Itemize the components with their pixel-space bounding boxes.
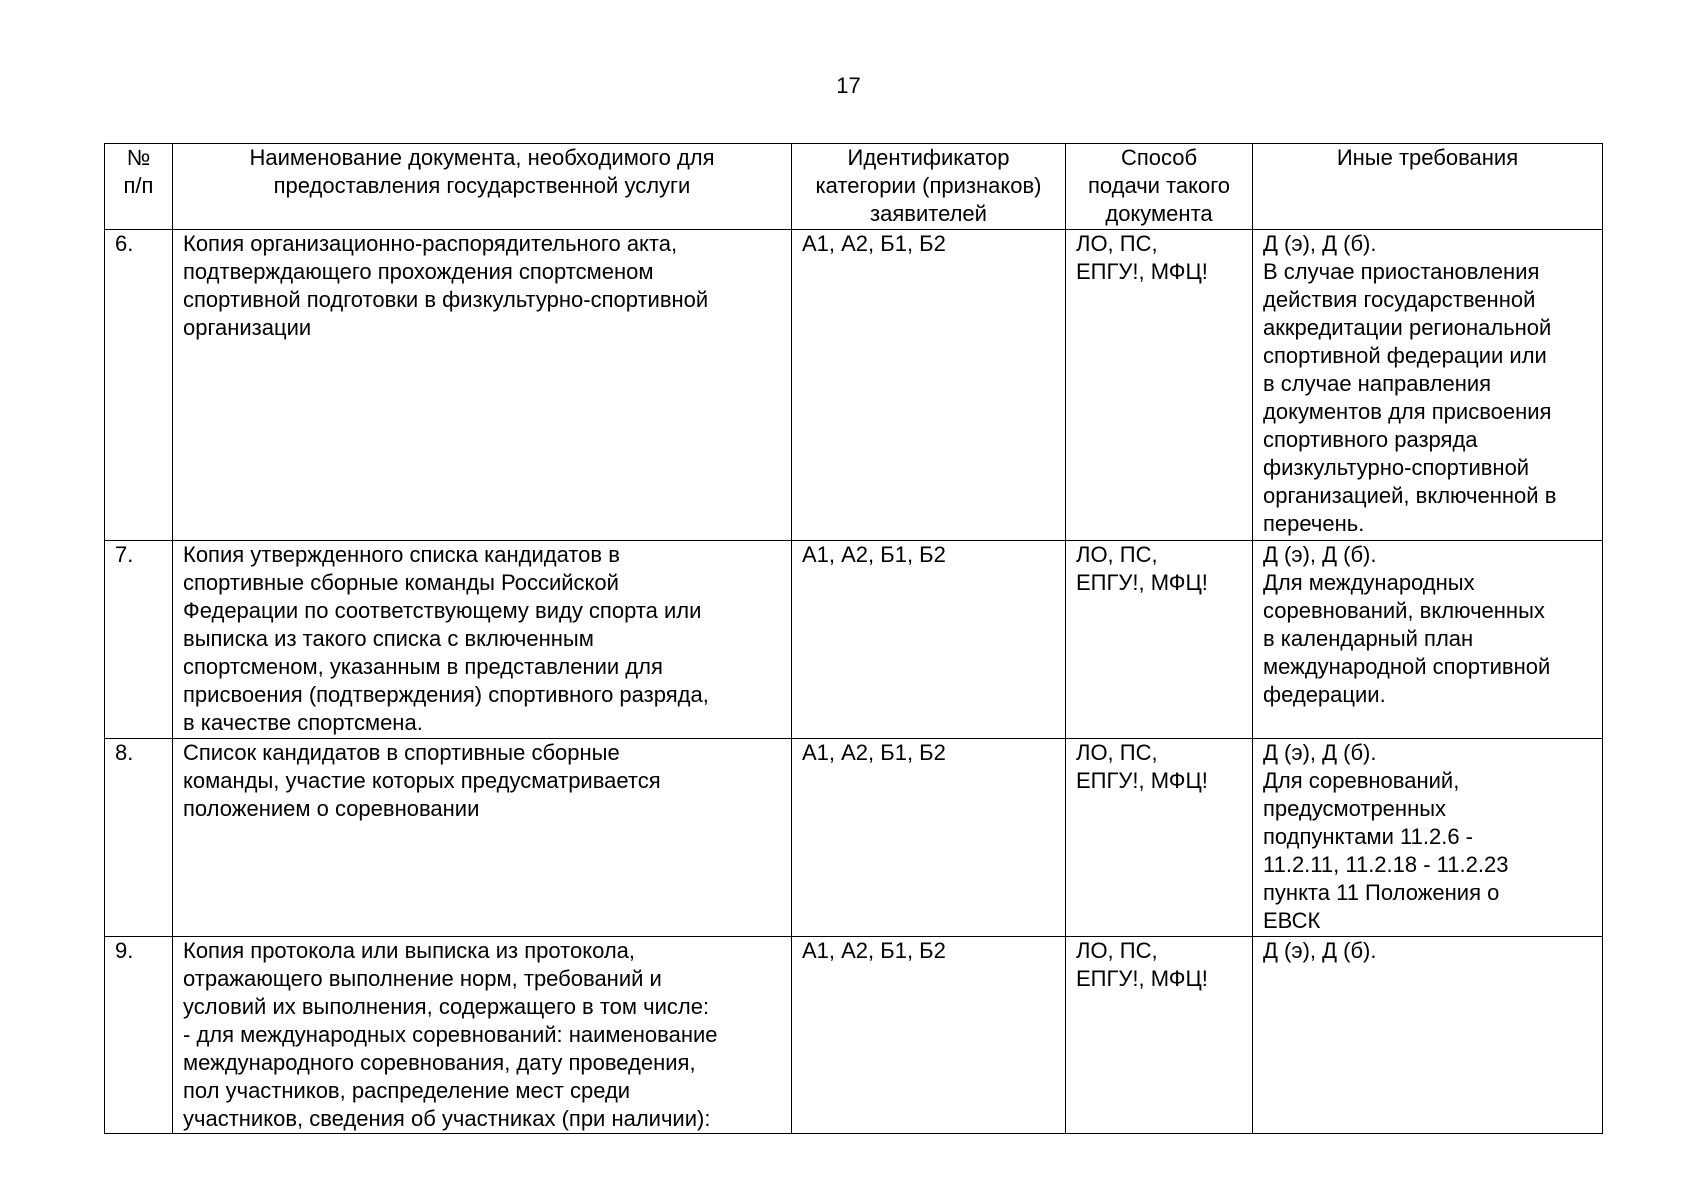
category-cell bbox=[792, 230, 1066, 541]
requirements-table bbox=[104, 143, 1603, 1134]
header-line: п/п bbox=[123, 173, 154, 198]
cell-line: А1, А2, Б1, Б2 bbox=[802, 740, 946, 765]
table-row bbox=[105, 230, 1603, 541]
other-requirements-cell bbox=[1253, 230, 1603, 541]
cell-line: Список кандидатов в спортивные сборные bbox=[183, 740, 620, 765]
category-cell bbox=[792, 739, 1066, 937]
cell-line: выписка из такого списка с включенным bbox=[183, 626, 594, 651]
cell-line: ЕПГУ!, МФЦ! bbox=[1076, 570, 1208, 595]
header-line: Способ bbox=[1120, 145, 1198, 170]
cell-line: 8. bbox=[115, 740, 134, 765]
cell-line: 7. bbox=[115, 542, 134, 567]
cell-line: подтверждающего прохождения спортсменом bbox=[183, 259, 654, 284]
cell-line: А1, А2, Б1, Б2 bbox=[802, 938, 946, 963]
cell-line: положением о соревновании bbox=[183, 796, 480, 821]
cell-line: ЛО, ПС, bbox=[1076, 740, 1158, 765]
cell-line: ЛО, ПС, bbox=[1076, 542, 1158, 567]
cell-line: ЛО, ПС, bbox=[1076, 938, 1158, 963]
document-name-cell bbox=[173, 937, 792, 1134]
table-header-row bbox=[105, 144, 1603, 230]
cell-line: в качестве спортсмена. bbox=[183, 710, 423, 735]
cell-line: спортивной федерации или bbox=[1263, 343, 1547, 368]
cell-line: спортивной подготовки в физкультурно-спортивной bbox=[183, 287, 709, 312]
cell-line: Копия утвержденного списка кандидатов в bbox=[183, 542, 620, 567]
table-row bbox=[105, 739, 1603, 937]
header-line: Иные требования bbox=[1336, 145, 1519, 170]
row-number bbox=[105, 937, 173, 1134]
cell-line: Д (э), Д (б). bbox=[1263, 938, 1377, 963]
cell-line: условий их выполнения, содержащего в том числе: bbox=[183, 994, 710, 1019]
cell-line: - для международных соревнований: наименование bbox=[183, 1022, 718, 1047]
header-line: Идентификатор bbox=[847, 145, 1010, 170]
row-number bbox=[105, 541, 173, 739]
row-number bbox=[105, 230, 173, 541]
header-other-requirements bbox=[1253, 144, 1603, 230]
header-line: Наименование документа, необходимого для bbox=[249, 145, 715, 170]
header-line: № bbox=[126, 145, 151, 170]
cell-line: присвоения (подтверждения) спортивного разряда, bbox=[183, 682, 709, 707]
other-requirements-cell bbox=[1253, 937, 1603, 1134]
page-number: 17 bbox=[836, 73, 861, 98]
cell-line: А1, А2, Б1, Б2 bbox=[802, 542, 946, 567]
cell-line: подпунктами 11.2.6 - bbox=[1263, 824, 1473, 849]
cell-line: Д (э), Д (б). bbox=[1263, 542, 1377, 567]
header-document-name bbox=[173, 144, 792, 230]
cell-line: перечень. bbox=[1263, 511, 1365, 536]
cell-line: соревнований, включенных bbox=[1263, 598, 1545, 623]
cell-line: действия государственной bbox=[1263, 287, 1536, 312]
cell-line: ЕПГУ!, МФЦ! bbox=[1076, 768, 1208, 793]
cell-line: документов для присвоения bbox=[1263, 399, 1552, 424]
header-line: предоставления государственной услуги bbox=[273, 173, 691, 198]
cell-line: международного соревнования, дату проведения, bbox=[183, 1050, 696, 1075]
cell-line: спортивного разряда bbox=[1263, 427, 1478, 452]
method-cell bbox=[1066, 937, 1253, 1134]
cell-line: в календарный план bbox=[1263, 626, 1474, 651]
document-name-cell bbox=[173, 230, 792, 541]
cell-line: Д (э), Д (б). bbox=[1263, 231, 1377, 256]
cell-line: спортсменом, указанным в представлении для bbox=[183, 654, 663, 679]
cell-line: международной спортивной bbox=[1263, 654, 1551, 679]
cell-line: В случае приостановления bbox=[1263, 259, 1540, 284]
category-cell bbox=[792, 937, 1066, 1134]
cell-line: физкультурно-спортивной bbox=[1263, 455, 1530, 480]
cell-line: Для соревнований, bbox=[1263, 768, 1460, 793]
other-requirements-cell bbox=[1253, 541, 1603, 739]
header-line: документа bbox=[1105, 201, 1213, 226]
cell-line: организацией, включенной в bbox=[1263, 483, 1557, 508]
cell-line: Копия организационно-распорядительного акта, bbox=[183, 231, 678, 256]
cell-line: Для международных bbox=[1263, 570, 1475, 595]
cell-line: отражающего выполнение норм, требований и bbox=[183, 966, 662, 991]
cell-line: Д (э), Д (б). bbox=[1263, 740, 1377, 765]
method-cell bbox=[1066, 541, 1253, 739]
header-line: категории (признаков) bbox=[815, 173, 1042, 198]
document-name-cell bbox=[173, 739, 792, 937]
method-cell bbox=[1066, 230, 1253, 541]
other-requirements-cell bbox=[1253, 739, 1603, 937]
cell-line: аккредитации региональной bbox=[1263, 315, 1552, 340]
cell-line: организации bbox=[183, 315, 312, 340]
cell-line: 11.2.11, 11.2.18 - 11.2.23 bbox=[1263, 852, 1509, 877]
document-name-cell bbox=[173, 541, 792, 739]
cell-line: А1, А2, Б1, Б2 bbox=[802, 231, 946, 256]
cell-line: ЕВСК bbox=[1263, 908, 1321, 933]
cell-line: спортивные сборные команды Российской bbox=[183, 570, 619, 595]
header-method bbox=[1066, 144, 1253, 230]
cell-line: 9. bbox=[115, 938, 134, 963]
header-line: подачи такого bbox=[1087, 173, 1231, 198]
table-row bbox=[105, 937, 1603, 1134]
cell-line: команды, участие которых предусматривается bbox=[183, 768, 661, 793]
cell-line: участников, сведения об участниках (при наличии): bbox=[183, 1106, 711, 1131]
header-line: заявителей bbox=[870, 201, 987, 226]
cell-line: пункта 11 Положения о bbox=[1263, 880, 1500, 905]
cell-line: предусмотренных bbox=[1263, 796, 1447, 821]
cell-line: федерации. bbox=[1263, 682, 1386, 707]
cell-line: в случае направления bbox=[1263, 371, 1492, 396]
category-cell bbox=[792, 541, 1066, 739]
row-number bbox=[105, 739, 173, 937]
header-number bbox=[105, 144, 173, 230]
cell-line: ЕПГУ!, МФЦ! bbox=[1076, 259, 1208, 284]
cell-line: Федерации по соответствующему виду спорта или bbox=[183, 598, 702, 623]
cell-line: Копия протокола или выписка из протокола, bbox=[183, 938, 635, 963]
method-cell bbox=[1066, 739, 1253, 937]
cell-line: 6. bbox=[115, 231, 134, 256]
header-category bbox=[792, 144, 1066, 230]
table-row bbox=[105, 541, 1603, 739]
cell-line: ЛО, ПС, bbox=[1076, 231, 1158, 256]
cell-line: пол участников, распределение мест среди bbox=[183, 1078, 631, 1103]
cell-line: ЕПГУ!, МФЦ! bbox=[1076, 966, 1208, 991]
